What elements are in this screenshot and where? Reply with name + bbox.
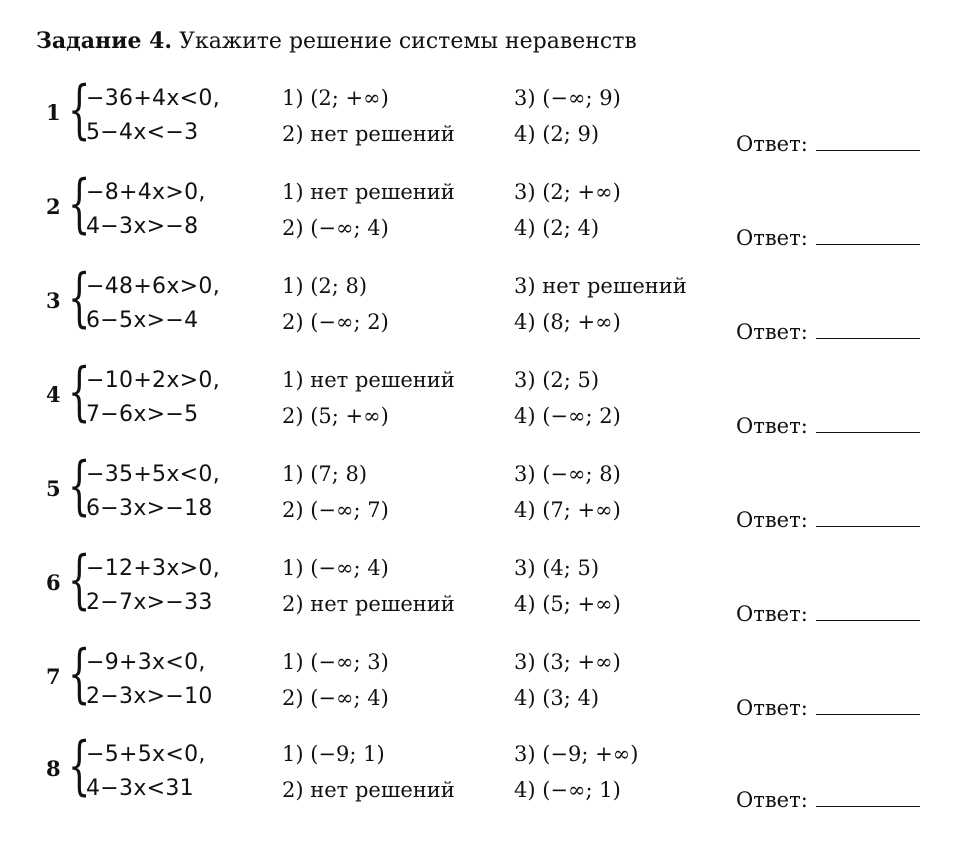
answer-field[interactable]: [736, 320, 920, 344]
inequality-1: −36+4x<0,: [86, 86, 221, 111]
option-1: 1) (−∞; 4): [282, 556, 389, 580]
answer-line[interactable]: [816, 136, 920, 151]
answer-field[interactable]: [736, 226, 920, 250]
task-item: [0, 73, 972, 180]
option-1: 1) (−∞; 3): [282, 650, 389, 674]
system-brace: {: [68, 637, 91, 711]
inequality-1: −9+3x<0,: [86, 650, 206, 675]
system-brace: {: [68, 729, 91, 803]
answer-label: Ответ:: [736, 508, 808, 532]
task-number: 5: [46, 476, 61, 501]
option-2: 2) нет решений: [282, 592, 455, 616]
answer-line[interactable]: [816, 792, 920, 807]
option-2: 2) (−∞; 7): [282, 498, 389, 522]
answer-label: Ответ:: [736, 226, 808, 250]
option-4: 4) (5; +∞): [514, 592, 621, 616]
task-number: 1: [46, 100, 61, 125]
option-4: 4) (7; +∞): [514, 498, 621, 522]
answer-field[interactable]: [736, 788, 920, 812]
task-item: [0, 261, 972, 368]
inequality-2: 5−4x<−3: [86, 120, 199, 145]
option-1: 1) (2; 8): [282, 274, 368, 298]
page-title: [36, 28, 637, 54]
task-item: [0, 637, 972, 744]
option-2: 2) (−∞; 4): [282, 216, 389, 240]
answer-label: Ответ:: [736, 414, 808, 438]
system-brace: {: [68, 261, 91, 335]
task-item: [0, 355, 972, 462]
task-number: 3: [46, 288, 61, 313]
task-number: 6: [46, 570, 61, 595]
inequality-2: 7−6x>−5: [86, 402, 199, 427]
system-brace: {: [68, 543, 91, 617]
system-brace: {: [68, 167, 91, 241]
task-number: 4: [46, 382, 61, 407]
option-2: 2) нет решений: [282, 122, 455, 146]
answer-field[interactable]: [736, 414, 920, 438]
option-2: 2) (5; +∞): [282, 404, 389, 428]
option-4: 4) (−∞; 1): [514, 778, 621, 802]
inequality-2: 2−3x>−10: [86, 684, 213, 709]
answer-label: Ответ:: [736, 132, 808, 156]
option-4: 4) (8; +∞): [514, 310, 621, 334]
option-4: 4) (3; 4): [514, 686, 600, 710]
answer-label: Ответ:: [736, 788, 808, 812]
option-3: 3) (−∞; 8): [514, 462, 621, 486]
system-brace: {: [68, 355, 91, 429]
option-2: 2) нет решений: [282, 778, 455, 802]
task-item: [0, 167, 972, 274]
system-brace: {: [68, 449, 91, 523]
inequality-2: 6−3x>−18: [86, 496, 213, 521]
answer-field[interactable]: [736, 132, 920, 156]
answer-line[interactable]: [816, 700, 920, 715]
option-4: 4) (−∞; 2): [514, 404, 621, 428]
inequality-1: −35+5x<0,: [86, 462, 221, 487]
option-3: 3) (2; 5): [514, 368, 600, 392]
answer-line[interactable]: [816, 230, 920, 245]
option-1: 1) нет решений: [282, 180, 455, 204]
option-4: 4) (2; 9): [514, 122, 600, 146]
answer-label: Ответ:: [736, 696, 808, 720]
option-3: 3) (−∞; 9): [514, 86, 621, 110]
option-1: 1) нет решений: [282, 368, 455, 392]
option-4: 4) (2; 4): [514, 216, 600, 240]
inequality-1: −8+4x>0,: [86, 180, 206, 205]
task-item: [0, 729, 972, 836]
answer-line[interactable]: [816, 606, 920, 621]
task-heading-label: Задание 4.: [36, 28, 173, 54]
answer-label: Ответ:: [736, 602, 808, 626]
answer-label: Ответ:: [736, 320, 808, 344]
task-number: 7: [46, 664, 61, 689]
inequality-2: 2−7x>−33: [86, 590, 213, 615]
option-3: 3) нет решений: [514, 274, 687, 298]
answer-field[interactable]: [736, 602, 920, 626]
inequality-2: 4−3x<31: [86, 776, 194, 801]
inequality-1: −48+6x>0,: [86, 274, 221, 299]
task-number: 2: [46, 194, 61, 219]
option-3: 3) (3; +∞): [514, 650, 621, 674]
task-number: 8: [46, 756, 61, 781]
answer-field[interactable]: [736, 696, 920, 720]
option-1: 1) (7; 8): [282, 462, 368, 486]
inequality-1: −12+3x>0,: [86, 556, 221, 581]
answer-line[interactable]: [816, 512, 920, 527]
option-2: 2) (−∞; 4): [282, 686, 389, 710]
inequality-1: −10+2x>0,: [86, 368, 221, 393]
system-brace: {: [68, 73, 91, 147]
inequality-1: −5+5x<0,: [86, 742, 206, 767]
task-heading-text: Укажите решение системы неравенств: [179, 29, 637, 54]
task-item: [0, 449, 972, 556]
answer-line[interactable]: [816, 324, 920, 339]
option-3: 3) (4; 5): [514, 556, 600, 580]
option-3: 3) (2; +∞): [514, 180, 621, 204]
option-3: 3) (−9; +∞): [514, 742, 639, 766]
inequality-2: 4−3x>−8: [86, 214, 199, 239]
task-item: [0, 543, 972, 650]
answer-field[interactable]: [736, 508, 920, 532]
option-2: 2) (−∞; 2): [282, 310, 389, 334]
answer-line[interactable]: [816, 418, 920, 433]
inequality-2: 6−5x>−4: [86, 308, 199, 333]
option-1: 1) (−9; 1): [282, 742, 385, 766]
option-1: 1) (2; +∞): [282, 86, 389, 110]
